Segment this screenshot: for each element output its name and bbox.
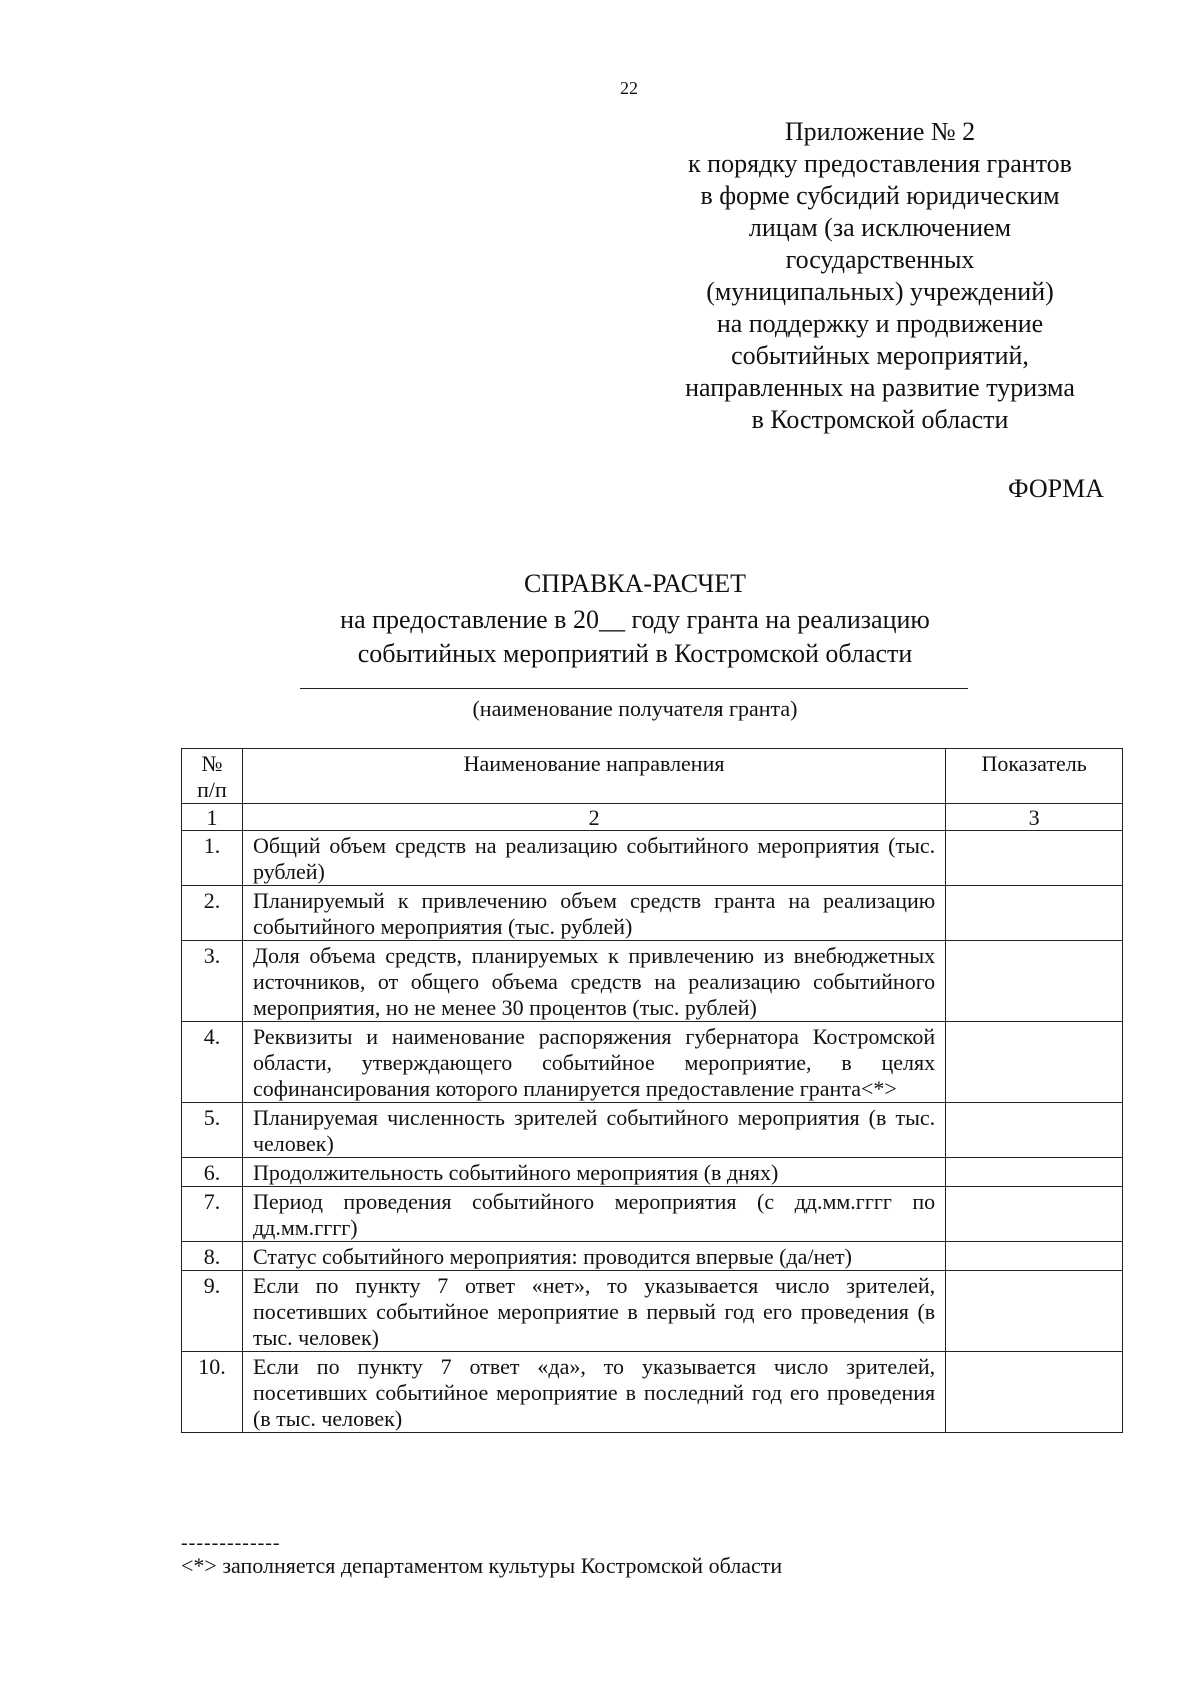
row-text: Статус событийного мероприятия: проводится впервые (да/нет) — [242, 1242, 945, 1271]
appendix-line: лицам (за исключением — [748, 213, 1012, 242]
row-text: Продолжительность событийного мероприятия (в днях) — [242, 1158, 945, 1187]
appendix-line: Приложение № 2 — [784, 117, 976, 146]
form-label: ФОРМА — [1008, 474, 1104, 503]
row-text: Доля объема средств, планируемых к привлечению из внебюджетных источников, от общего объема средств на реализацию событийного мероприятия, но не менее 30 процентов (тыс. рублей) — [242, 941, 945, 1022]
row-value-cell[interactable] — [946, 941, 1123, 1022]
header-value: Показатель — [946, 749, 1123, 804]
appendix-line: в Костромской области — [751, 405, 1009, 434]
appendix-line: на поддержку и продвижение — [716, 309, 1044, 338]
appendix-header — [660, 116, 1100, 436]
table-row — [182, 941, 1123, 1022]
row-text: Планируемая численность зрителей событийного мероприятия (в тыс. человек) — [242, 1103, 945, 1158]
table-row — [182, 1352, 1123, 1433]
row-text: Реквизиты и наименование распоряжения губернатора Костромской области, утверждающего событийное мероприятие, в целях софинансирования которого планируется предоставление гранта<*> — [242, 1022, 945, 1103]
table-row — [182, 831, 1123, 886]
footnote: <*> заполняется департаментом культуры Костромской области — [181, 1553, 783, 1578]
row-value-cell[interactable] — [946, 886, 1123, 941]
row-text: Планируемый к привлечению объем средств гранта на реализацию событийного мероприятия (тыс. рублей) — [242, 886, 945, 941]
table-row — [182, 1187, 1123, 1242]
document-title: СПРАВКА-РАСЧЕТ — [523, 569, 747, 598]
table-row — [182, 1103, 1123, 1158]
subtitle-line: на предоставление в 20__ году гранта на реализацию — [340, 605, 930, 634]
row-value-cell[interactable] — [946, 1242, 1123, 1271]
appendix-line: (муниципальных) учреждений) — [706, 277, 1054, 306]
column-number-row — [182, 804, 1123, 831]
page-number: 22 — [620, 78, 638, 98]
appendix-line: в форме субсидий юридическим — [700, 181, 1060, 210]
table-row — [182, 1158, 1123, 1187]
row-number: 9. — [182, 1271, 243, 1352]
subtitle-line: событийных мероприятий в Костромской области — [357, 639, 913, 668]
table-row — [182, 886, 1123, 941]
row-number: 4. — [182, 1022, 243, 1103]
calculation-table — [181, 748, 1123, 1433]
row-number: 7. — [182, 1187, 243, 1242]
row-text: Если по пункту 7 ответ «нет», то указывается число зрителей, посетивших событийное мероприятие в первый год его проведения (в тыс. человек) — [242, 1271, 945, 1352]
table-row — [182, 1271, 1123, 1352]
row-text: Общий объем средств на реализацию событийного мероприятия (тыс. рублей) — [242, 831, 945, 886]
table-header-row — [182, 749, 1123, 804]
row-text: Период проведения событийного мероприятия (с дд.мм.гггг по дд.мм.гггг) — [242, 1187, 945, 1242]
row-number: 8. — [182, 1242, 243, 1271]
row-value-cell[interactable] — [946, 1158, 1123, 1187]
column-number: 1 — [182, 804, 243, 831]
appendix-line: направленных на развитие туризма — [685, 373, 1075, 402]
recipient-caption: (наименование получателя гранта) — [472, 696, 798, 721]
row-value-cell[interactable] — [946, 1187, 1123, 1242]
column-number: 3 — [946, 804, 1123, 831]
document-subtitle — [0, 603, 1200, 671]
row-number: 10. — [182, 1352, 243, 1433]
row-number: 2. — [182, 886, 243, 941]
row-number: 3. — [182, 941, 243, 1022]
row-value-cell[interactable] — [946, 1352, 1123, 1433]
appendix-line: к порядку предоставления грантов — [688, 149, 1072, 178]
appendix-line: событийных мероприятий, — [731, 341, 1029, 370]
row-value-cell[interactable] — [946, 1103, 1123, 1158]
recipient-name-line — [300, 688, 968, 689]
table-row — [182, 1242, 1123, 1271]
header-num: № п/п — [182, 749, 243, 804]
footnote-separator: ------------- — [181, 1532, 281, 1554]
row-number: 5. — [182, 1103, 243, 1158]
row-number: 1. — [182, 831, 243, 886]
column-number: 2 — [242, 804, 945, 831]
appendix-line: государственных — [785, 245, 975, 274]
table-row — [182, 1022, 1123, 1103]
row-value-cell[interactable] — [946, 1271, 1123, 1352]
row-number: 6. — [182, 1158, 243, 1187]
row-value-cell[interactable] — [946, 831, 1123, 886]
row-value-cell[interactable] — [946, 1022, 1123, 1103]
row-text: Если по пункту 7 ответ «да», то указывается число зрителей, посетивших событийное мероприятие в последний год его проведения (в тыс. человек) — [242, 1352, 945, 1433]
header-name: Наименование направления — [242, 749, 945, 804]
